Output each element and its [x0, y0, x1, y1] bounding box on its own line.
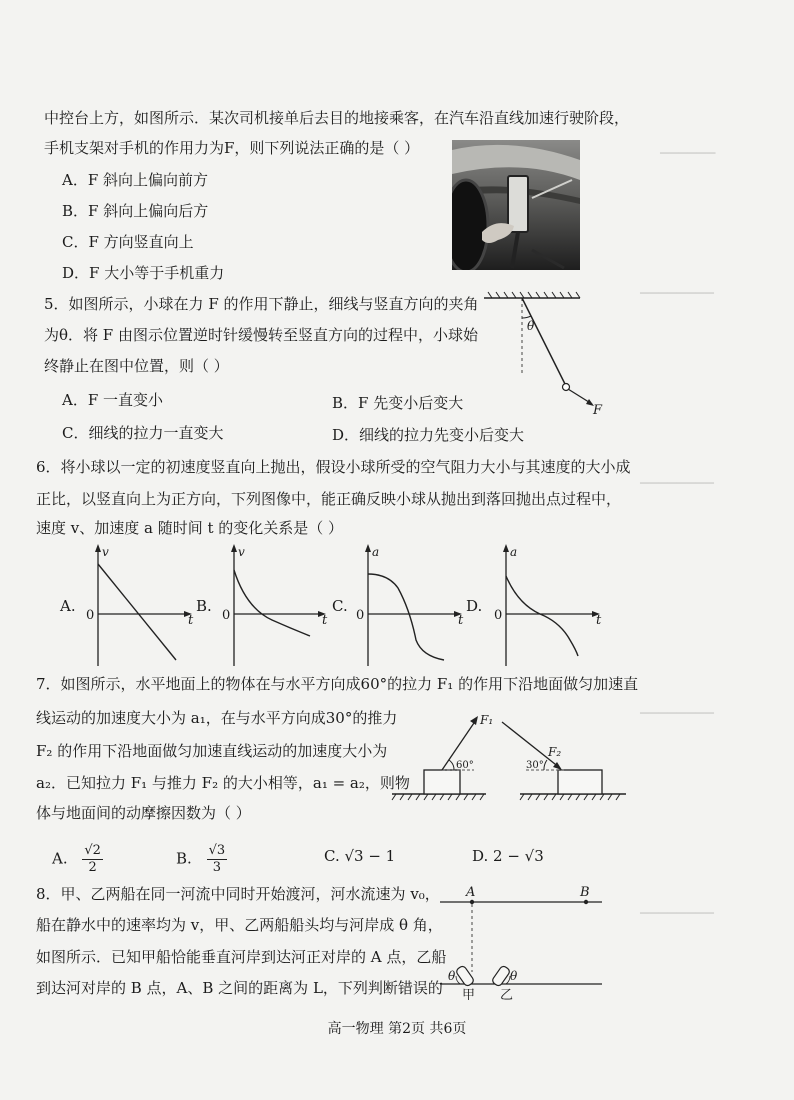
page-footer: 高一物理 第2页 共6页: [327, 1021, 467, 1037]
q7-angle1-label: 60°: [456, 760, 474, 771]
q8-theta-yi-label: θ: [510, 969, 518, 983]
q4-intro-line1: 中控台上方，如图所示．某次司机接单后去目的地接乘客，在汽车沿直线加速行驶阶段，: [44, 109, 630, 127]
q6-option-d-label: D.: [466, 597, 483, 615]
q6-stem-line1: 6．将小球以一定的初速度竖直向上抛出，假设小球所受的空气阻力大小与其速度的大小成: [36, 458, 631, 476]
q6-option-b-label: B.: [196, 597, 212, 615]
q8-river-diagram: [430, 880, 610, 1000]
bleed-through-mark: ▁▁▁▁▁▁▁▁: [640, 900, 714, 914]
q5-pendulum-diagram: [476, 290, 616, 422]
bleed-through-mark: ▁▁▁▁▁▁▁▁: [640, 700, 714, 714]
q7-stem-line1: 7．如图所示，水平地面上的物体在与水平方向成60°的拉力 F₁ 的作用下沿地面做匀加速直: [36, 675, 639, 693]
q8-theta-jia-label: θ: [448, 969, 456, 983]
bleed-through-mark: ▁▁▁▁▁▁▁▁: [640, 470, 714, 484]
q5-theta-label: θ: [527, 319, 535, 333]
q8-stem-line4: 到达河对岸的 B 点，A、B 之间的距离为 L，下列判断错误的: [36, 979, 443, 997]
q5-stem-line1: 5．如图所示，小球在力 F 的作用下静止，细线与竖直方向的夹角: [44, 295, 479, 313]
q6-a-curve: [98, 564, 176, 660]
q6-c-yaxis-label: a: [372, 545, 380, 559]
q4-intro-line2: 手机支架对手机的作用力为F，则下列说法正确的是（ ）: [44, 139, 420, 157]
q4-option-d: D．F 大小等于手机重力: [62, 264, 225, 282]
q4-option-a: A．F 斜向上偏向前方: [62, 171, 209, 189]
q7-option-d: D. 2 − √3: [472, 847, 544, 865]
q6-a-yaxis-label: v: [102, 545, 109, 559]
q7-force-diagram: [390, 708, 630, 804]
q6-b-xaxis-label: t: [322, 613, 328, 628]
q5-option-a: A．F 一直变小: [62, 391, 164, 409]
q6-stem-line3: 速度 v、加速度 a 随时间 t 的变化关系是（ ）: [36, 519, 344, 537]
car-phone-photo: [452, 140, 580, 270]
q6-b-origin-label: 0: [222, 608, 231, 623]
q6-stem-line2: 正比，以竖直向上为正方向，下列图像中，能正确反映小球从抛出到落回抛出点过程中，: [36, 490, 622, 508]
q7-F2-label: F₂: [548, 745, 562, 759]
q6-graph-c: [346, 544, 470, 670]
q6-d-yaxis-label: a: [510, 545, 518, 559]
q7-option-a-denominator: 2: [88, 860, 97, 875]
q6-option-c-label: C.: [332, 597, 348, 615]
q6-graph-d: [484, 544, 608, 670]
q5-stem-line2: 为θ．将 F 由图示位置逆时针缓慢转至竖直方向的过程中，小球始: [44, 326, 478, 344]
q5-option-d: D．细线的拉力先变小后变大: [332, 426, 525, 444]
q7-option-b-label: B.: [176, 849, 192, 868]
q7-stem-line3: F₂ 的作用下沿地面做匀加速直线运动的加速度大小为: [36, 742, 388, 760]
q7-option-a-numerator: √2: [84, 843, 101, 858]
q6-c-xaxis-label: t: [458, 613, 464, 628]
q8-yi-label: 乙: [500, 988, 514, 1000]
q7-stem-line2: 线运动的加速度大小为 a₁，在与水平方向成30°的推力: [36, 709, 398, 727]
block-1: [424, 770, 460, 794]
q6-d-origin-label: 0: [494, 608, 503, 623]
point-B: [584, 900, 588, 904]
q7-option-b-fraction: [207, 843, 228, 876]
q8-stem-line3: 如图所示．已知甲船恰能垂直河岸到达河正对岸的 A 点，乙船: [36, 948, 447, 966]
q6-c-origin-label: 0: [356, 608, 365, 623]
q5-F-label: F: [593, 403, 603, 418]
q8-stem-line1: 8．甲、乙两船在同一河流中同时开始渡河，河水流速为 v₀，: [36, 885, 440, 903]
bleed-through-mark: ▁▁▁▁▁▁▁▁: [640, 280, 714, 294]
string-line: [522, 298, 566, 386]
bleed-through-mark: ▁▁▁▁▁▁: [660, 140, 716, 154]
point-A: [470, 900, 474, 904]
q7-option-a: [52, 843, 103, 876]
q5-option-b: B．F 先变小后变大: [332, 394, 464, 412]
q8-B-label: B: [580, 885, 590, 900]
q5-stem-line3: 终静止在图中位置，则（ ）: [44, 357, 229, 375]
q6-b-yaxis-label: v: [238, 545, 245, 559]
q7-angle2-label: 30°: [526, 760, 544, 771]
q6-a-xaxis-label: t: [188, 613, 194, 628]
q8-A-label: A: [466, 885, 476, 900]
q8-stem-line2: 船在静水中的速率均为 v，甲、乙两船船头均与河岸成 θ 角，: [36, 916, 443, 934]
q6-c-curve: [368, 574, 444, 660]
q7-option-a-fraction: [82, 843, 103, 876]
q7-stem-line5: 体与地面间的动摩擦因数为（ ）: [36, 804, 251, 822]
q7-option-b-denominator: 3: [212, 860, 221, 875]
q7-stem-line4: a₂．已知拉力 F₁ 与推力 F₂ 的大小相等，a₁ = a₂，则物: [36, 774, 410, 792]
q6-d-xaxis-label: t: [596, 613, 602, 628]
q6-option-a-label: A.: [60, 597, 76, 615]
q7-option-b-numerator: √3: [208, 843, 226, 858]
q5-option-c: C．细线的拉力一直变大: [62, 424, 224, 442]
q6-d-curve: [506, 576, 578, 656]
q7-F1-label: F₁: [480, 713, 494, 727]
q8-jia-label: 甲: [462, 988, 476, 1000]
q6-b-curve: [234, 570, 310, 636]
q7-option-c: C. √3 − 1: [324, 847, 396, 865]
q7-option-b: [176, 843, 227, 876]
q7-option-a-label: A.: [52, 849, 68, 868]
q6-graph-b: [212, 544, 336, 670]
block-2: [558, 770, 602, 794]
q4-option-c: C．F 方向竖直向上: [62, 233, 194, 251]
q6-graph-a: [76, 544, 200, 670]
q6-a-origin-label: 0: [86, 608, 95, 623]
q4-option-b: B．F 斜向上偏向后方: [62, 202, 209, 220]
